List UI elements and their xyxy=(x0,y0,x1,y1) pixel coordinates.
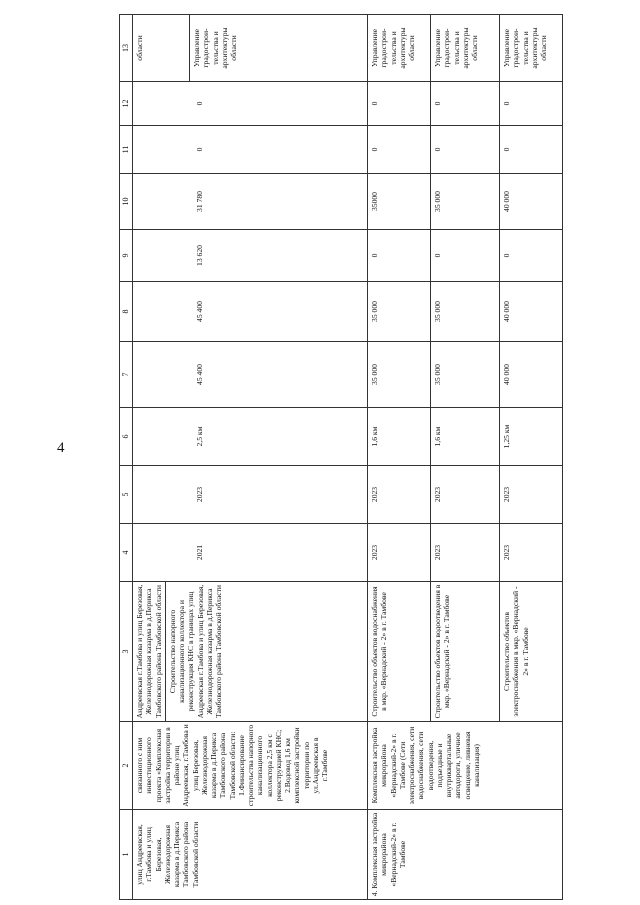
local-cell: 0 xyxy=(368,126,431,174)
other-cell: 0 xyxy=(368,82,431,126)
table-row xyxy=(133,15,368,900)
project-description-cell: Комплексная застройка микрорайона «Вернадский-2» в г. Тамбове (Сети электроснабжения, сети водоснабжения, сети водоотведения, подъездные и внутриквартальные автодороги, уличное освещение, ливневая канализация) xyxy=(368,722,563,810)
object-cell: Строительство объектов электроснабжения в мкр. «Вернадский - 2» в г. Тамбове xyxy=(500,582,563,722)
federal-cell: 0 xyxy=(368,230,431,282)
regional-cell: 35 000 xyxy=(431,174,500,230)
table-row xyxy=(368,15,431,900)
total-cell: 35 000 xyxy=(368,282,431,342)
responsible-cell: Управление градострои-тельства и архитектуры области xyxy=(431,15,500,82)
column-header: 12 xyxy=(120,82,133,126)
start-year-cell: 2023 xyxy=(368,524,431,582)
capacity-cell: 1,25 км xyxy=(500,408,563,466)
federal-cell: 0 xyxy=(431,230,500,282)
cost-cell: 35 000 xyxy=(368,342,431,408)
regional-cell: 35000 xyxy=(368,174,431,230)
total-cell: 35 000 xyxy=(431,282,500,342)
column-header: 1 xyxy=(120,810,133,900)
regional-cell: 31 780 xyxy=(133,174,368,230)
start-year-cell: 2021 xyxy=(133,524,368,582)
other-cell: 0 xyxy=(133,82,368,126)
column-header: 13 xyxy=(120,15,133,82)
responsible-text: Управление градострои-тельства и архитектуры области xyxy=(192,27,238,69)
table-container xyxy=(119,15,615,900)
federal-cell: 13 620 xyxy=(133,230,368,282)
local-cell: 0 xyxy=(431,126,500,174)
column-header: 5 xyxy=(120,466,133,524)
object-text: Строительство напорного канализационного коллектора и реконструкция КНС в границах улиц Андреевская г.Тамбова и улиц Березовая, Железнодорожная казарма в д.Перикса Тамбовского района Тамбовской области xyxy=(167,584,223,719)
local-cell: 0 xyxy=(133,126,368,174)
responsible-cell xyxy=(133,15,368,82)
object-cell: Строительство объектов водоснабжения в мкр. «Вернадский - 2» в г. Тамбове xyxy=(368,582,431,722)
other-cell: 0 xyxy=(431,82,500,126)
column-header: 4 xyxy=(120,524,133,582)
investment-table xyxy=(119,14,563,900)
page-number: 4 xyxy=(57,440,65,456)
total-cell: 40 000 xyxy=(500,282,563,342)
cost-cell: 45 400 xyxy=(133,342,368,408)
start-year-cell: 2023 xyxy=(500,524,563,582)
column-header: 8 xyxy=(120,282,133,342)
column-header: 9 xyxy=(120,230,133,282)
local-cell: 0 xyxy=(500,126,563,174)
start-year-cell: 2023 xyxy=(431,524,500,582)
capacity-cell: 1,6 км xyxy=(368,408,431,466)
end-year-cell: 2023 xyxy=(133,466,368,524)
column-header: 10 xyxy=(120,174,133,230)
responsible-cell: Управление градострои-тельства и архитектуры области xyxy=(368,15,431,82)
other-cell: 0 xyxy=(500,82,563,126)
end-year-cell: 2023 xyxy=(431,466,500,524)
column-header: 6 xyxy=(120,408,133,466)
column-header: 7 xyxy=(120,342,133,408)
federal-cell: 0 xyxy=(500,230,563,282)
end-year-cell: 2023 xyxy=(368,466,431,524)
object-text-top: Андреевская г.Тамбова и улиц Березовая, Железнодорожная казарма в д.Перикса Тамбовского района Тамбовской области xyxy=(133,582,166,721)
capacity-cell: 2,5 км xyxy=(133,408,368,466)
capacity-cell: 1,6 км xyxy=(431,408,500,466)
column-header: 3 xyxy=(120,582,133,722)
total-cell: 45 400 xyxy=(133,282,368,342)
column-header: 11 xyxy=(120,126,133,174)
project-name-cell: улиц Андреевская, г.Тамбова и улиц Березовая, Железнодорожная казарма в д.Перикса Тамбовского района Тамбовской области xyxy=(133,810,368,900)
column-header: 2 xyxy=(120,722,133,810)
object-cell xyxy=(133,582,368,722)
cost-cell: 40 000 xyxy=(500,342,563,408)
header-row xyxy=(120,15,133,900)
project-description-cell: связанного с ним инвестиционного проекта «Комплексная застройка территории в районе улиц Андреевская, г.Тамбова и улиц Березовая, Железнодорожная казарма в д.Перикса Тамбовского района Тамбовской области: 1.Финансирование строительства напорного канализационного коллектора 2,5 км с реконструкцией КНС; 2.Водовод 1,6 км комплексной застройки территории по ул.Андреевская в г.Тамбове xyxy=(133,722,368,810)
responsible-text-top: области xyxy=(133,15,190,81)
project-name-cell: 4. Комплексная застройка микрорайона «Вернадский-2» в г. Тамбове xyxy=(368,810,563,900)
responsible-cell: Управление градострои-тельства и архитектуры области xyxy=(500,15,563,82)
object-cell: Строительство объектов водоотведения в мкр. «Вернадский - 2» в г. Тамбове xyxy=(431,582,500,722)
cost-cell: 35 000 xyxy=(431,342,500,408)
end-year-cell: 2023 xyxy=(500,466,563,524)
regional-cell: 40 000 xyxy=(500,174,563,230)
